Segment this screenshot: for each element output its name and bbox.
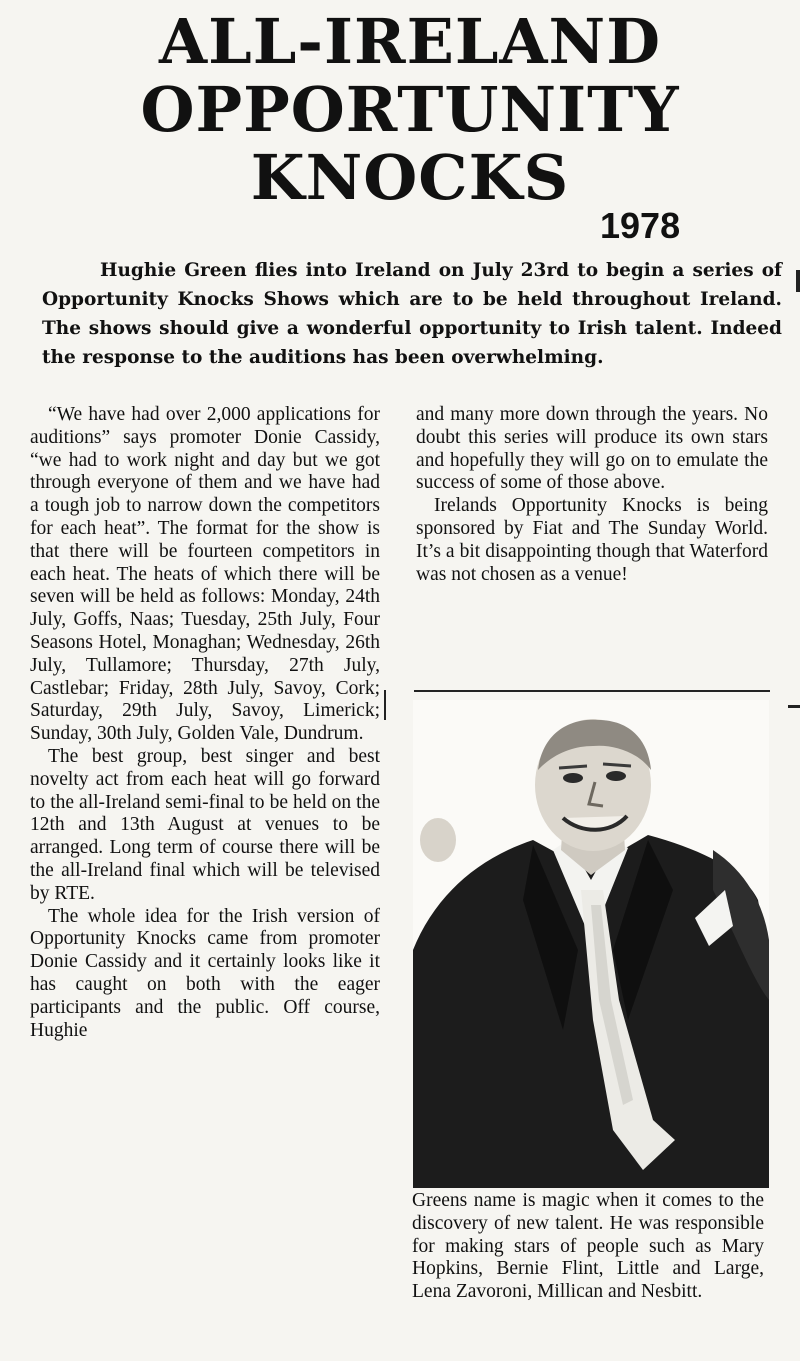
article-right-column	[416, 404, 768, 586]
portrait-illustration	[413, 700, 769, 1188]
article-paragraph: Irelands Opportunity Knocks is being sponsored by Fiat and The Sunday World. It’s a bit disappointing though that Waterford was not chosen as a venue!	[416, 495, 768, 585]
article-left-column	[30, 404, 380, 1042]
margin-mark	[796, 270, 800, 292]
photo-caption: Greens name is magic when it comes to the discovery of new talent. He was responsible for making stars of people such as Mary Hopkins, Bernie Flint, Little and Large, Lena Zavoroni, Millican and Nesbitt.	[412, 1190, 764, 1303]
year-label: 1978	[600, 205, 681, 246]
hughie-green-photo	[413, 700, 769, 1188]
margin-mark	[788, 705, 800, 708]
headline-line-3: KNOCKS	[250, 141, 570, 214]
article-paragraph: “We have had over 2,000 applications for auditions” says promoter Donie Cassidy, “we had to work night and day but we got through everyone of them and we have had a tough job to narrow down the competitors for each heat”. The format for the show is that there will be fourteen competitors in each heat. The heats of which there will be seven will be held as follows: Monday, 24th July, Goffs, Naas; Tuesday, 25th July, Four Seasons Hotel, Monaghan; Wednesday, 26th July, Tullamore; Thursday, 27th July, Castlebar; Friday, 28th July, Savoy, Cork; Saturday, 29th July, Savoy, Limerick; Sunday, 30th July, Golden Vale, Dundrum.	[30, 404, 380, 745]
article-paragraph: and many more down through the years. No doubt this series will produce its own stars and hopefully they will go on to emulate the success of some of those above.	[416, 404, 768, 494]
headline-line-2: OPPORTUNITY	[140, 73, 680, 146]
photo-divider-rule	[414, 690, 770, 692]
headline	[60, 5, 760, 214]
article-paragraph: The whole idea for the Irish version of Opportunity Knocks came from promoter Donie Cassidy and it certainly looks like it has caught on both with the eager participants and the public. Off course, Hughie	[30, 905, 380, 1041]
intro-paragraph: Hughie Green flies into Ireland on July 23rd to begin a series of Opportunity Knocks Shows which are to be held throughout Ireland. The shows should give a wonderful opportunity to Irish talent. Indeed the response to the auditions has been overwhelming.	[42, 260, 782, 368]
headline-line-1: ALL-IRELAND	[159, 5, 661, 78]
margin-mark	[384, 690, 386, 720]
article-paragraph: The best group, best singer and best novelty act from each heat will go forward to the all-Ireland semi-final to be held on the 12th and 13th August at venues to be arranged. Long term of course there will be the all-Ireland final which will be televised by RTE.	[30, 745, 380, 904]
